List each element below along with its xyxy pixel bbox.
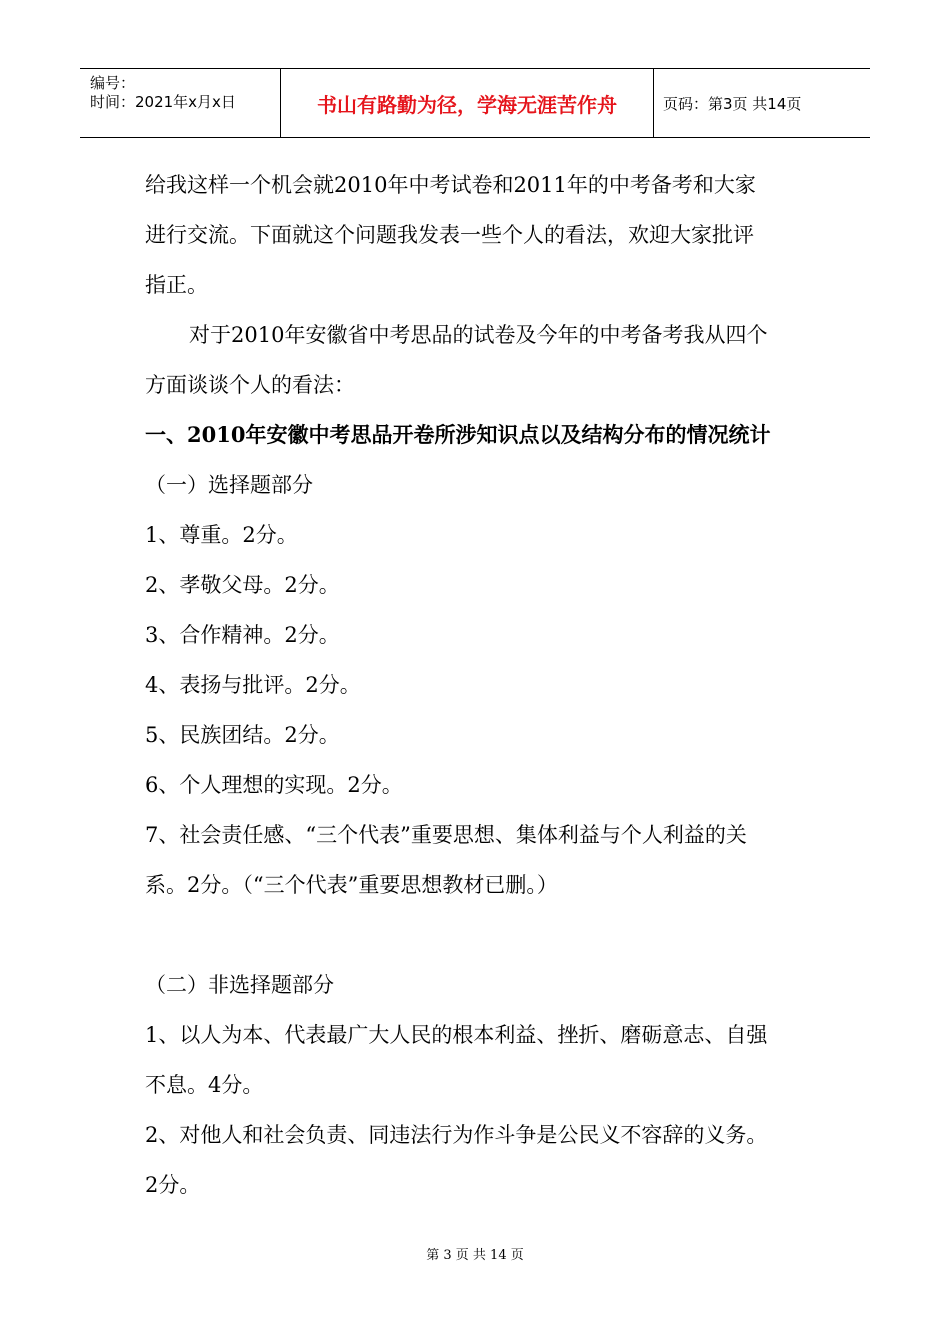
document-body	[145, 160, 815, 1210]
list-item-continuation: 不息。4分。	[145, 1073, 264, 1097]
header-meta-cell	[80, 69, 281, 137]
header-table	[80, 68, 870, 138]
page-footer	[0, 1244, 950, 1263]
body-line: 方面谈谈个人的看法：	[145, 373, 355, 397]
list-item: 2、孝敬父母。2分。	[145, 573, 340, 597]
blank-line	[145, 910, 815, 960]
list-item: 6、个人理想的实现。2分。	[145, 773, 403, 797]
subsection-heading: （二）非选择题部分	[145, 973, 334, 997]
list-item: 3、合作精神。2分。	[145, 623, 340, 647]
body-line: 进行交流。下面就这个问题我发表一些个人的看法，欢迎大家批评	[145, 223, 754, 247]
page-info-text: 页码：第3页 共14页	[663, 94, 802, 113]
number-label: 编号：	[90, 74, 136, 92]
list-item: 2、对他人和社会负责、同违法行为作斗争是公民义不容辞的义务。	[145, 1123, 768, 1147]
time-label: 时间：2021年x月x日	[90, 93, 236, 111]
subsection-heading: （一）选择题部分	[145, 473, 313, 497]
list-item: 4、表扬与批评。2分。	[145, 673, 361, 697]
body-line: 对于2010年安徽省中考思品的试卷及今年的中考备考我从四个	[189, 323, 768, 347]
body-line: 指正。	[145, 273, 208, 297]
section-heading: 一、2010年安徽中考思品开卷所涉知识点以及结构分布的情况统计	[145, 422, 771, 447]
motto-text: 书山有路勤为径，学海无涯苦作舟	[317, 92, 617, 117]
body-line: 给我这样一个机会就2010年中考试卷和2011年的中考备考和大家	[145, 173, 756, 197]
motto-cell	[281, 69, 654, 137]
page-info-cell	[663, 69, 870, 137]
list-item: 5、民族团结。2分。	[145, 723, 340, 747]
list-item: 1、尊重。2分。	[145, 523, 298, 547]
list-item-continuation: 系。2分。（“三个代表”重要思想教材已删。）	[145, 873, 558, 897]
list-item-continuation: 2分。	[145, 1173, 201, 1197]
list-item: 1、以人为本、代表最广大人民的根本利益、挫折、磨砺意志、自强	[145, 1023, 768, 1047]
list-item: 7、社会责任感、“三个代表”重要思想、集体利益与个人利益的关	[145, 823, 747, 847]
footer-page-number: 第 3 页 共 14 页	[426, 1248, 524, 1263]
